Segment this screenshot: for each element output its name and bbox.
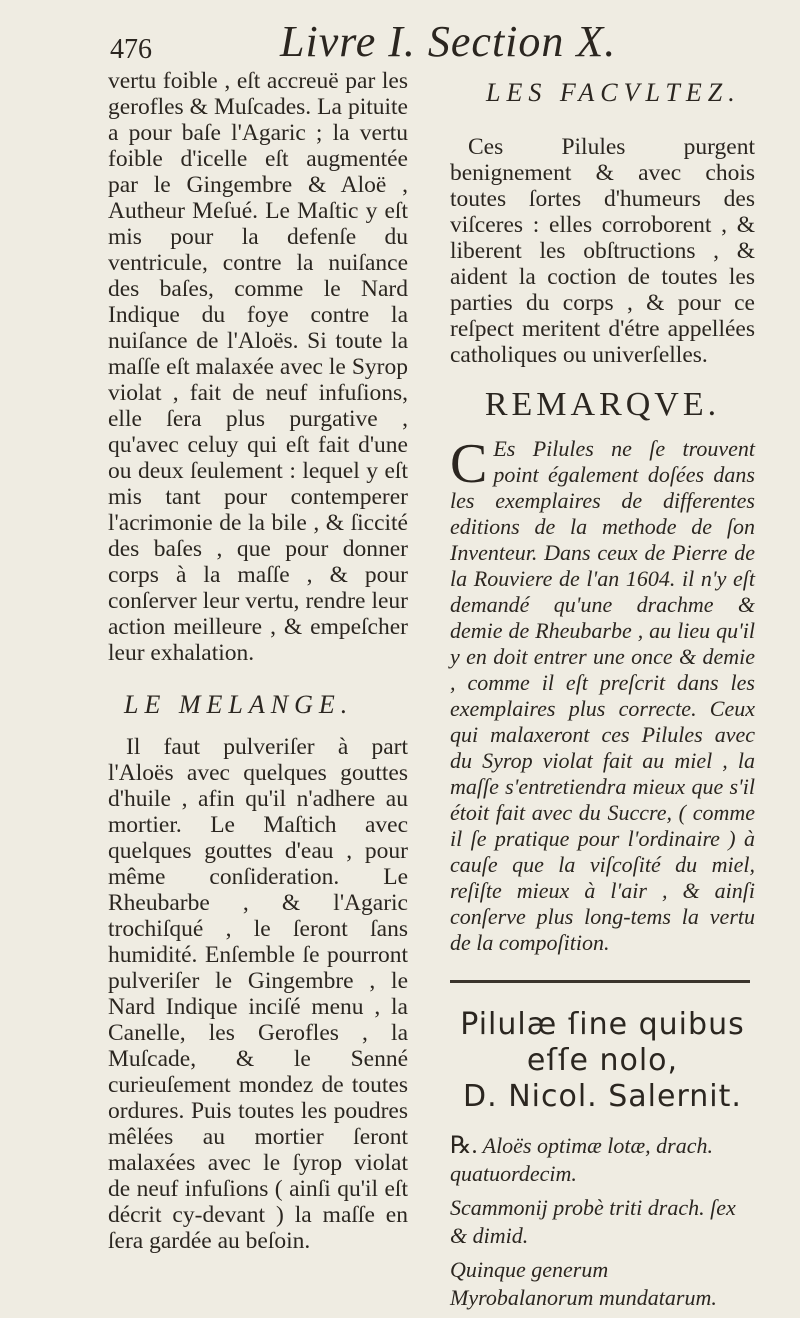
latin-recipe-title: Pilulæ ſine quibus eſſe nolo, [460,1007,745,1078]
left-paragraph-1: vertu foible , eſt accreuë par les gerofles & Muſcades. La pituite a pour baſe l'Agaric ; la vertu foible d'icelle eſt augmentée par le Gingembre & Aloë , Autheur Meſué. Le Maſtic y eſt mis pour la defenſe du ventricule, contre la nuiſance des baſes, comme le Nard Indique du foye contre la nuiſance de l'Aloës. Si toute la maſſe eſt malaxée avec le Syrop violat , fait de neuf infuſions, elle ſera plus purgative , qu'avec celuy qui eſt fait d'une ou deux ſeulement : lequel y eſt mis tant pour contemperer l'acrimonie de la bile , & ſiccité des baſes , que pour donner corps à la maſſe , & pour conſerver leur vertu, rendre leur action meilleure , & empeſcher leur exhalation. [108,68,408,666]
recipe-line-1 [450,1132,755,1188]
recipe-symbol: ℞. [450,1133,478,1159]
section-divider [450,980,750,983]
page-header [110,14,750,74]
left-paragraph-2: Il faut pulveriſer à part l'Aloës avec quelques gouttes d'huile , afin qu'il n'adhere au mortier. Le Maſtich avec quelques gouttes d'eau , pour même conſideration. Le Rheubarbe , & l'Agaric trochiſqué , le ſeront ſans humidité. Enſemble ſe pourront pulveriſer le Gingembre , le Nard Indique inciſé menu , la Canelle, les Gerofles , la Muſcade, & le Senné curieuſement mondez de toutes ordures. Puis toutes les poudres mêlées au mortier ſeront malaxées avec le ſyrop violat de neuf infuſions ( ainſi qu'il eſt décrit cy-devant ) la maſſe en ſera gardée au beſoin. [108,734,408,1254]
recipe-line-1-text: Aloës optimæ lotæ, drach. quatuordecim. [450,1133,714,1186]
section-title-melange: LE MELANGE. [124,690,354,719]
right-column [450,78,755,1318]
remark-dropcap: C [450,433,488,495]
section-title-facultez: LES FACVLTEZ. [486,78,741,107]
recipe-line-3: Quinque generum Myrobalanorum mundatarum. [450,1257,717,1310]
page-number: 476 [110,34,152,65]
latin-recipe-author: D. Nicol. Salernit. [463,1079,742,1114]
recipe-line-2: Scammonij probè triti drach. ſex & dimid. [450,1195,736,1248]
running-title: Livre I. Section X. [280,17,617,66]
remark-text: Es Pilules ne ſe trouvent point également doſées dans les exemplaires de differentes editions de la methode de ſon Inventeur. Dans ceux de Pierre de la Rouviere de l'an 1604. il n'y eſt demandé qu'une drachme & demie de Rheubarbe , au lieu qu'il y en doit entrer une once & demie , comme il eſt preſcrit dans les exemplaires plus correcte. Ceux qui malaxeront ces Pilules avec du Syrop violat fait au miel , la maſſe s'entretiendra mieux que s'il étoit fait avec du Succre, ( comme il ſe pratique pour l'ordinaire ) à cauſe que la viſcoſité du miel, reſiſte mieux à l'air , & ainſi conſerve plus long-tems la vertu de la compoſition. [450,436,755,955]
remark-paragraph [450,433,755,956]
remarque-title: REMARQVE. [484,386,721,423]
right-paragraph-1: Ces Pilules purgent benignement & avec chois toutes ſortes d'humeurs des viſceres : elles corroborent , & liberent les obſtructions , & aident la coction de toutes les parties du corps , & pour ce reſpect meritent d'étre appellées catholiques ou univerſelles. [450,134,755,368]
left-column [108,68,408,1254]
